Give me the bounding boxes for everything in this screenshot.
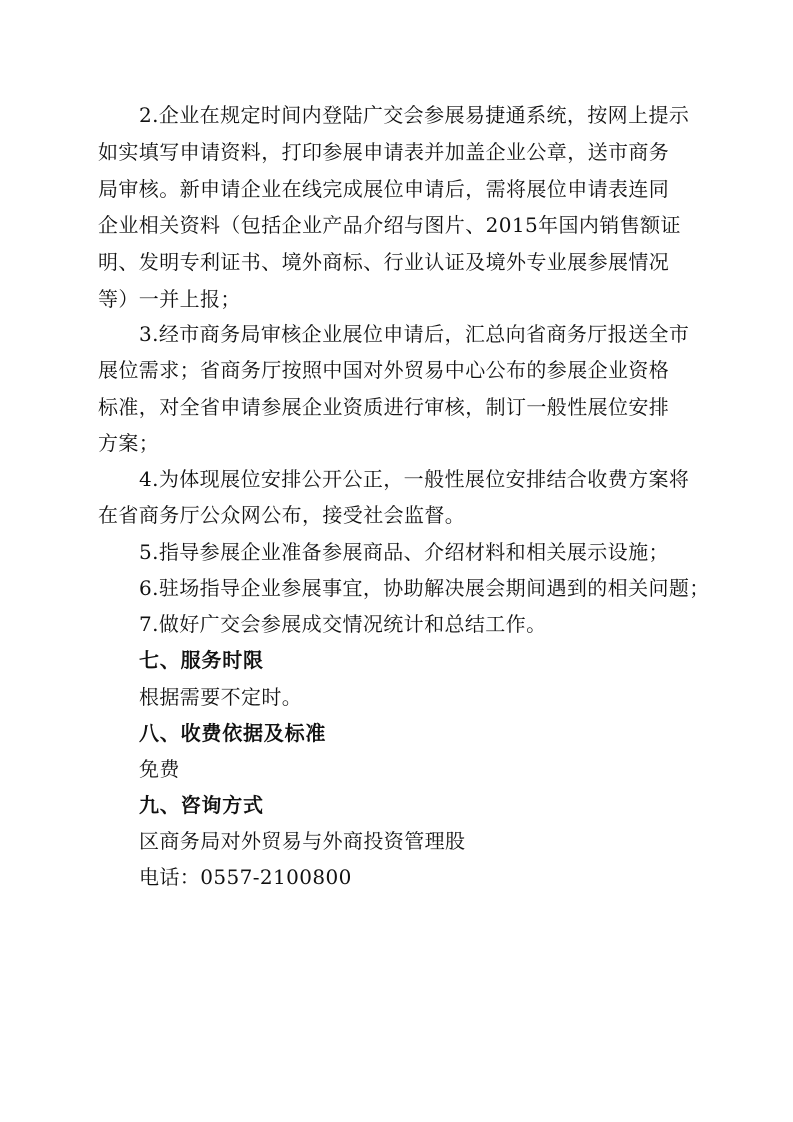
section-9-heading: 九、咨询方式 [139, 793, 264, 817]
item-2-line-5: 明、发明专利证书、境外商标、行业认证及境外专业展参展情况 [98, 250, 670, 274]
contact-department: 区商务局对外贸易与外商投资管理股 [139, 829, 466, 853]
item-2-line-1: 2.企业在规定时间内登陆广交会参展易捷通系统，按网上提示 [139, 103, 690, 127]
item-3-line-4: 方案； [98, 431, 160, 455]
item-5-line-1: 5.指导参展企业准备参展商品、介绍材料和相关展示设施； [139, 540, 669, 564]
item-2-line-2: 如实填写申请资料，打印参展申请表并加盖企业公章，送市商务 [98, 140, 670, 164]
item-4-line-1: 4.为体现展位安排公开公正，一般性展位安排结合收费方案将 [139, 467, 690, 491]
item-2-line-3: 局审核。新申请企业在线完成展位申请后，需将展位申请表连同 [98, 177, 670, 201]
contact-phone: 电话：0557-2100800 [139, 865, 352, 889]
section-8-body: 免费 [139, 757, 180, 781]
item-6-line-1: 6.驻场指导企业参展事宜，协助解决展会期间遇到的相关问题； [139, 576, 710, 600]
section-7-heading: 七、服务时限 [139, 648, 264, 672]
item-2-line-6: 等）一并上报； [98, 287, 241, 311]
item-3-line-1: 3.经市商务局审核企业展位申请后，汇总向省商务厅报送全市 [139, 322, 690, 346]
item-3-line-2: 展位需求；省商务厅按照中国对外贸易中心公布的参展企业资格 [98, 358, 670, 382]
section-7-body: 根据需要不定时。 [139, 685, 303, 709]
section-8-heading: 八、收费依据及标准 [139, 721, 327, 745]
item-4-line-2: 在省商务厅公众网公布，接受社会监督。 [98, 503, 466, 527]
item-2-line-4: 企业相关资料（包括企业产品介绍与图片、2015年国内销售额证 [98, 213, 681, 237]
item-3-line-3: 标准，对全省申请参展企业资质进行审核，制订一般性展位安排 [98, 395, 670, 419]
item-7-line-1: 7.做好广交会参展成交情况统计和总结工作。 [139, 612, 547, 636]
